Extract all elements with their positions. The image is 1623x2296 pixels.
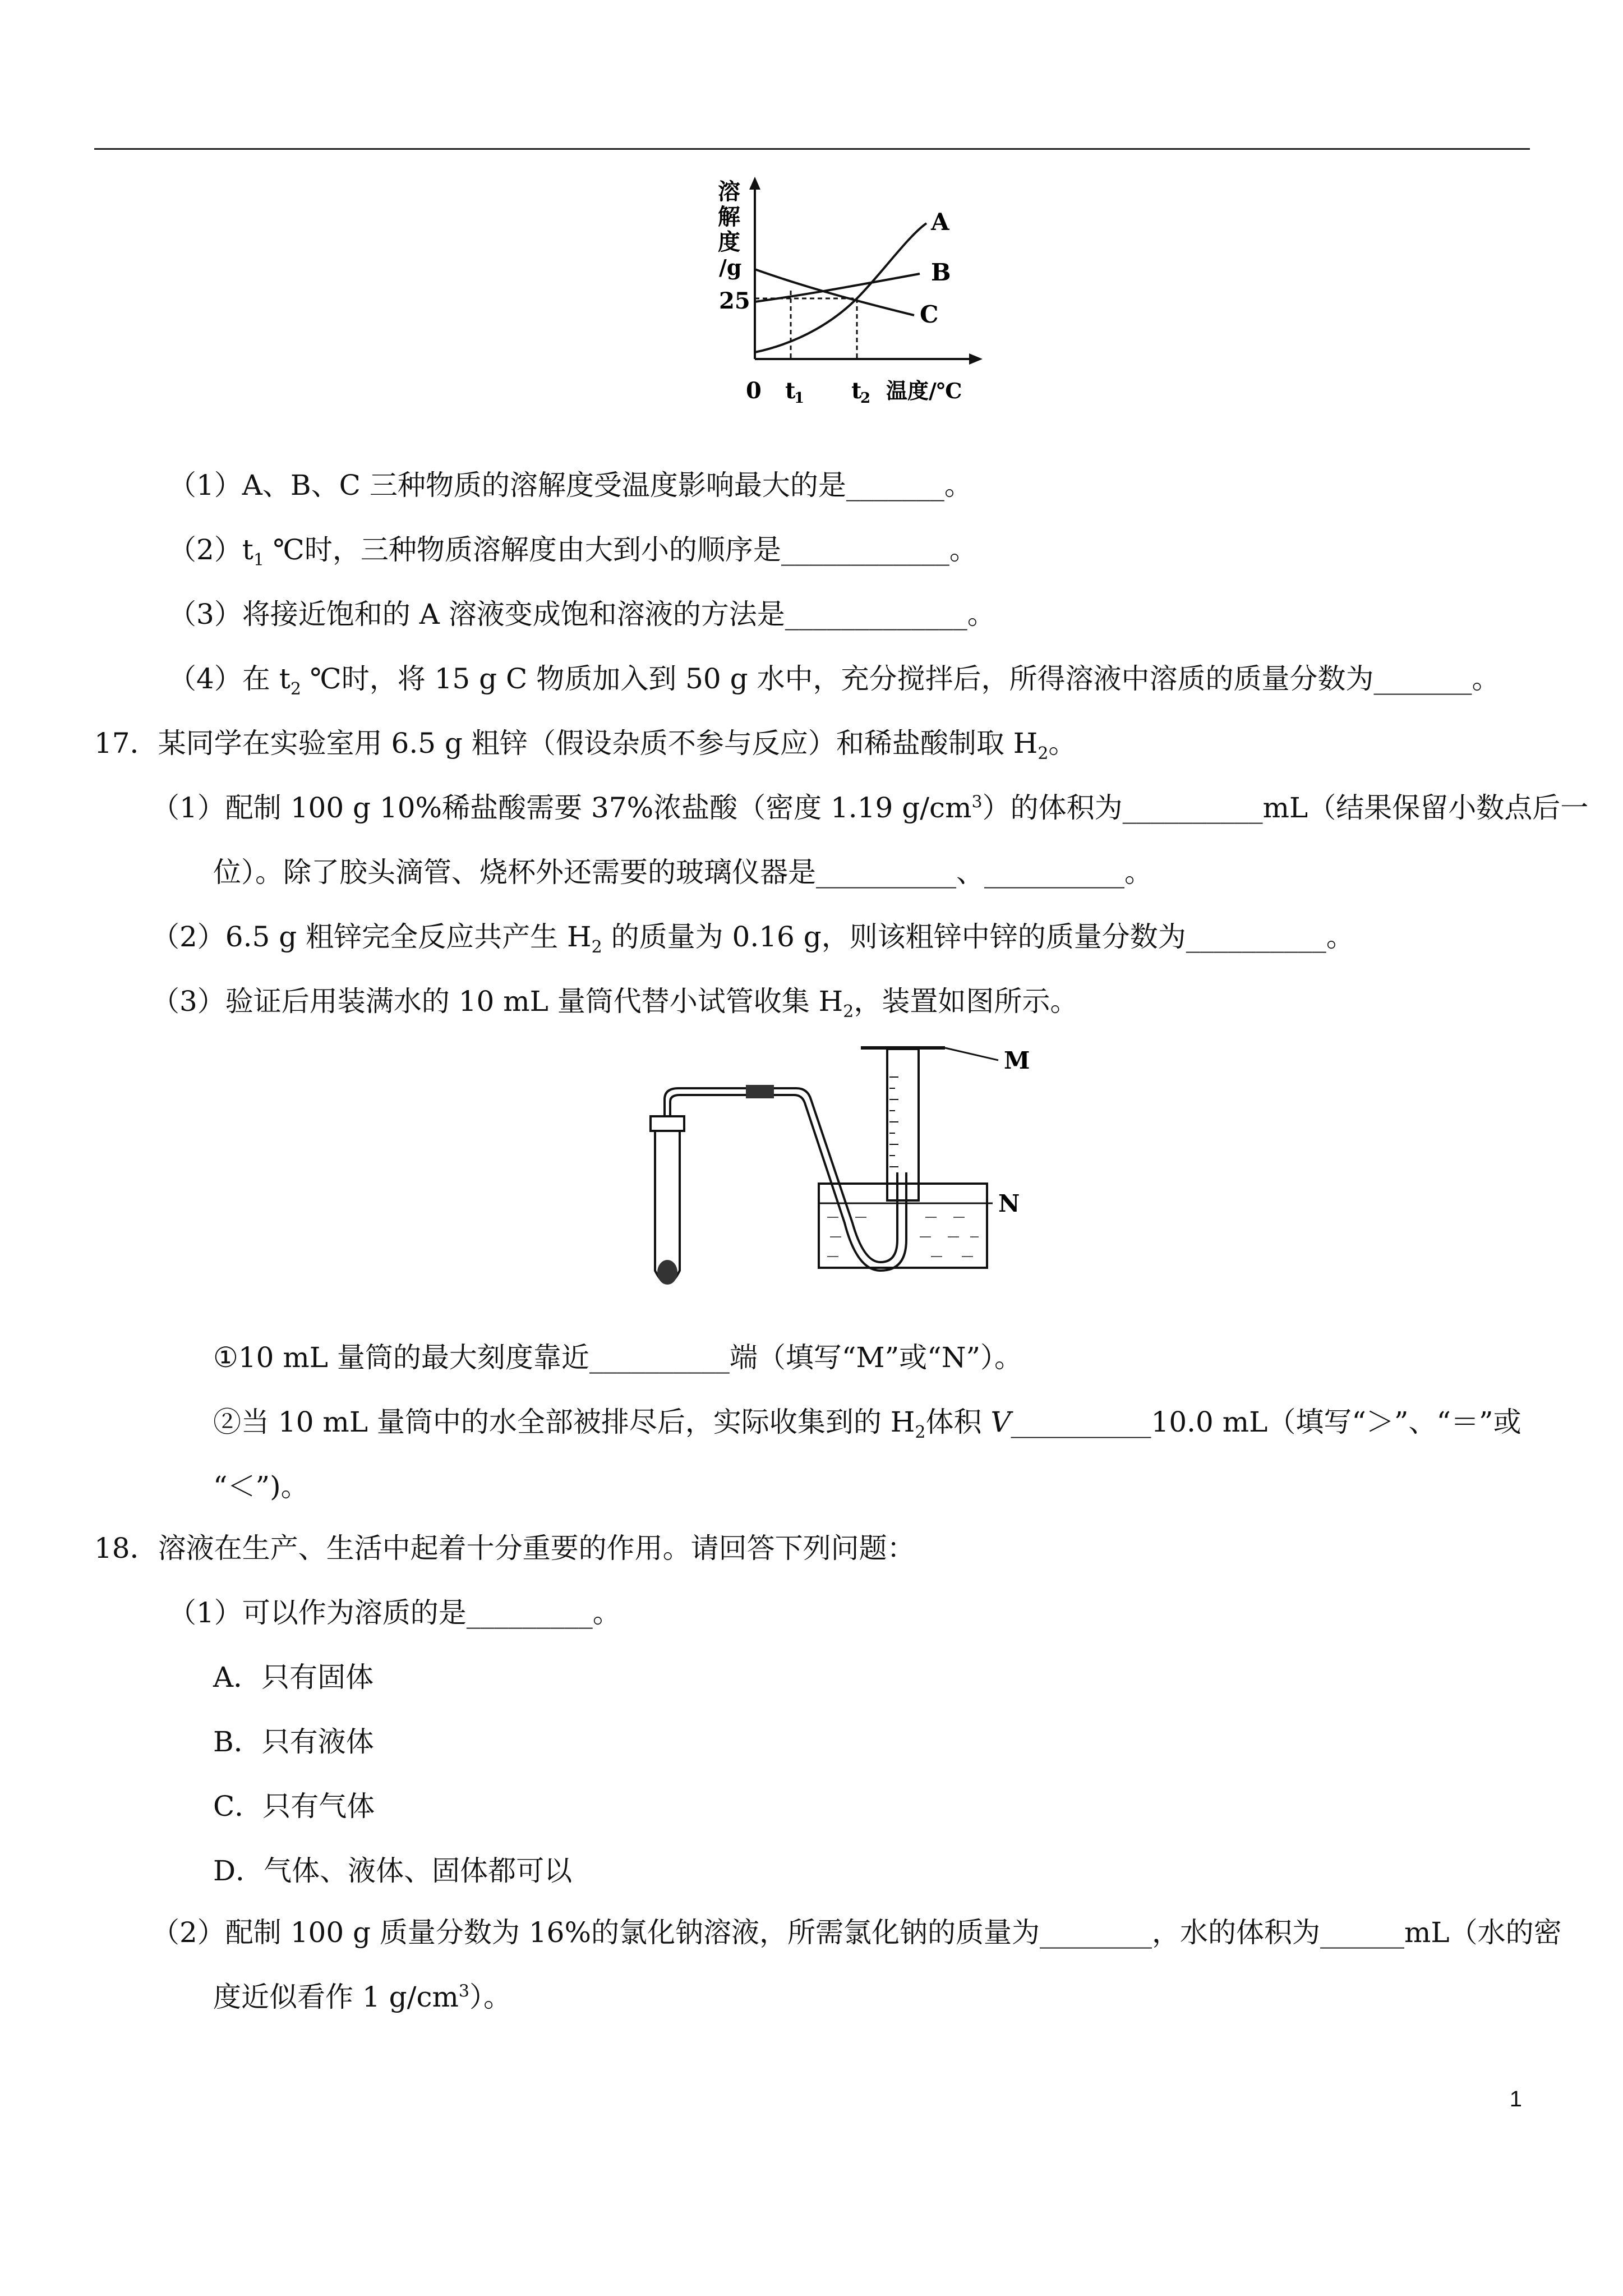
delivery-tube-right-outer [774,1088,897,1262]
q18-part2-cont: 度近似看作 1 $g/cm^3$）。 [213,1981,511,2013]
q17-sub2: ②当 10 mL 量筒中的水全部被排尽后，实际收集到的 $H_2$体积 V__________10.0 mL（填写“＞”、“＝”或 [213,1406,1521,1442]
zinc-granules [657,1260,677,1285]
label-n: N [998,1190,1020,1217]
q17-stem: 17．某同学在实验室用 6.5 g 粗锌（假设杂质不参与反应）和稀盐酸制取 $H_2$。 [94,727,1077,763]
q17-part3: （3）验证后用装满水的 10 mL 量筒代替小试管收集 $H_2$，装置如图所示。 [151,985,1078,1022]
q18-part2: （2）配制 100 g 质量分数为 16%的氯化钠溶液，所需氯化钠的质量为________，水的体积为______mL（水的密 [151,1916,1562,1949]
label-line-m [945,1048,998,1060]
x-tick-t2-sub: 2 [860,390,871,407]
q18-part1: （1）可以作为溶质的是_________。 [168,1596,621,1629]
solubility-chart [707,174,998,421]
q18-option-c: C．只有气体 [213,1790,375,1823]
curve-label-c: C [920,301,939,328]
q16-part4: （4）在 $t_2$ ℃时，将 15 g C 物质加入到 50 g 水中，充分搅拌后，所得溶液中溶质的质量分数为_______。 [168,662,1500,699]
q16-part3: （3）将接近饱和的 A 溶液变成饱和溶液的方法是_____________。 [168,598,995,631]
q17-part1-cont: 位）。除了胶头滴管、烧杯外还需要的玻璃仪器是__________、__________。 [213,856,1152,889]
y-label-1: 溶 [718,178,740,205]
x-tick-t1-sub: 1 [794,390,805,407]
header-rule [94,148,1530,150]
cylinder-graduations [889,1077,898,1167]
q17-part2: （2）6.5 g 粗锌完全反应共产生 $H_2$ 的质量为 0.16 g，则该粗锌中锌的质量分数为__________。 [151,921,1354,957]
q18-stem: 18．溶液在生产、生活中起着十分重要的作用。请回答下列问题： [94,1532,915,1565]
rubber-connector [746,1085,774,1098]
y-label-2: 解 [718,204,740,230]
curve-label-b: B [931,259,951,286]
test-tube-stopper [651,1116,684,1131]
delivery-tube-inner [670,1095,746,1116]
q18-option-a: A．只有固体 [213,1661,374,1694]
x-tick-t2: t [851,378,862,404]
q17-part1: （1）配制 100 g 10%稀盐酸需要 37%浓盐酸（密度 1.19 $g/cm^3$）的体积为__________mL（结果保留小数点后一 [151,792,1589,824]
graduated-cylinder [887,1049,919,1200]
curve-c [755,269,914,315]
y-label-3: 度 [718,229,740,255]
q18-option-d: D．气体、液体、固体都可以 [213,1855,573,1887]
curve-label-a: A [931,208,949,236]
x-tick-t1: t [785,378,796,404]
q16-part1: （1）A、B、C 三种物质的溶解度受温度影响最大的是_______。 [168,469,972,501]
y-label-4: /g [719,255,742,280]
q17-sub1: ①10 mL 量筒的最大刻度靠近__________端（填写“M”或“N”）。 [213,1341,1023,1374]
q17-sub2-cont: “＜”)。 [213,1470,309,1503]
x-axis-arrow [969,353,983,365]
label-m: M [1004,1047,1030,1074]
q16-part2: $(2)t_1$ ℃时，三种物质溶解度由大到小的顺序是____________。 [168,533,978,570]
page-number: 1 [1509,2087,1522,2111]
y-tick-25: 25 [719,288,750,314]
delivery-tube-outer [665,1088,746,1116]
x-axis-label: 温度/℃ [886,378,962,403]
q18-option-b: B．只有液体 [213,1726,374,1758]
y-axis-arrow [749,177,760,190]
x-tick-0: 0 [746,378,762,404]
apparatus-figure [634,1032,1094,1301]
